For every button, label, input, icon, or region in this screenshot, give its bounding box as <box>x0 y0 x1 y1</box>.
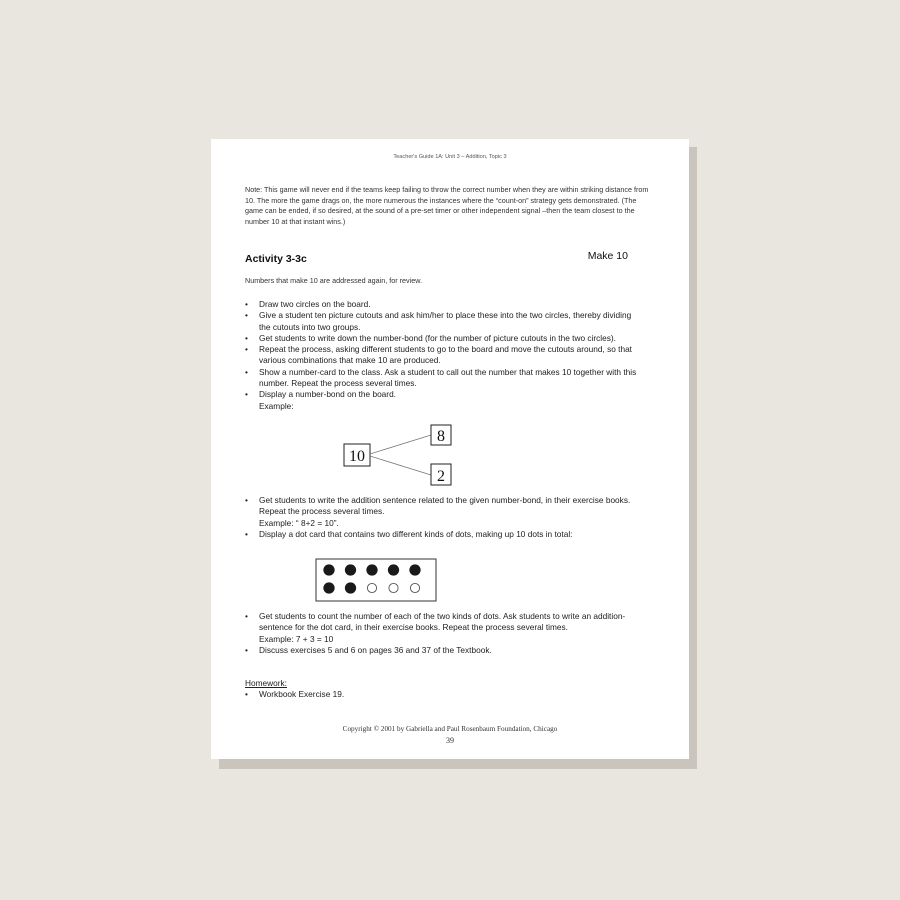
list-item: • Show a number-card to the class. Ask a student to call out the number that makes 10 together with this number. Repeat the process several times. <box>245 367 645 390</box>
running-header: Teacher's Guide 1A: Unit 3 – Addition, Topic 3 <box>393 154 507 160</box>
list-item-text: • Discuss exercises 5 and 6 on pages 36 and 37 of the Textbook. <box>259 644 492 655</box>
instruction-list <box>245 495 645 540</box>
list-item: • Draw two circles on the board. <box>245 299 645 310</box>
list-item <box>245 495 645 529</box>
list-item: • Give a student ten picture cutouts and ask him/her to place these into the two circles, thereby dividing the cutouts into two groups. <box>245 310 645 333</box>
dot-card <box>315 558 437 602</box>
list-item-example: Example: “ 8+2 = 10”. <box>259 517 339 528</box>
number-bond-diagram <box>343 423 463 487</box>
copyright-notice: Copyright © 2001 by Gabriella and Paul Rosenbaum Foundation, Chicago <box>342 725 558 733</box>
game-note: Note: This game will never end if the teams keep failing to throw the correct number when they are within striking distance from 10. The more the game drags on, the more numerous the instances where the “count-on” strategy gets demonstrated. (The game can be ended, if so desired, at the sound of a pre-set timer or other independent signal –then the team closest to the number 10 at that instant wins.) <box>245 185 649 226</box>
filled-dot <box>388 565 398 575</box>
list-item <box>245 645 645 656</box>
filled-dot <box>410 565 420 575</box>
bond-example-label: Example: <box>259 400 294 411</box>
instruction-list <box>245 299 645 412</box>
activity-topic: Make 10 <box>587 250 628 262</box>
list-item: • Repeat the process, asking different students to go to the board and move the cutouts around, so that various combinations that make 10 are produced. <box>245 344 645 367</box>
homework-list <box>245 689 645 700</box>
list-item <box>245 529 645 540</box>
bond-whole-value: 10 <box>349 448 365 465</box>
list-item-text: • Get students to write the addition sentence related to the given number-bond, in their exercise books. Repeat the process several times. <box>259 495 631 517</box>
hollow-dot <box>367 583 376 592</box>
filled-dot <box>367 565 377 575</box>
list-item: • Get students to write down the number-bond (for the number of picture cutouts in the two circles). <box>245 333 645 344</box>
hollow-dot <box>410 583 419 592</box>
list-item <box>245 611 645 645</box>
filled-dot <box>345 583 355 593</box>
list-item-text: • Get students to count the number of each of the two kinds of dots. Ask students to write an addition-sentence for the dot card, in their exercise books. Repeat the process several times. <box>259 611 626 633</box>
bond-bullet-text: • Display a number-bond on the board. <box>259 389 396 400</box>
hollow-dot <box>389 583 398 592</box>
bond-line-top <box>370 435 431 454</box>
activity-title: Activity 3-3c <box>245 253 307 265</box>
list-item: • Workbook Exercise 19. <box>245 689 645 700</box>
list-item <box>245 389 645 412</box>
list-item-example: Example: 7 + 3 = 10 <box>259 633 334 644</box>
homework-heading: Homework: <box>245 678 287 688</box>
bond-part-bottom-value: 2 <box>437 468 445 485</box>
filled-dot <box>324 565 334 575</box>
bond-part-top-value: 8 <box>437 428 445 445</box>
activity-intro: Numbers that make 10 are addressed again, for review. <box>245 276 422 285</box>
list-item-text: • Display a dot card that contains two different kinds of dots, making up 10 dots in total: <box>259 528 573 539</box>
document-page <box>211 139 689 759</box>
filled-dot <box>345 565 355 575</box>
bond-line-bottom <box>370 456 431 475</box>
instruction-list <box>245 611 645 656</box>
filled-dot <box>324 583 334 593</box>
page-number: 39 <box>446 736 454 745</box>
